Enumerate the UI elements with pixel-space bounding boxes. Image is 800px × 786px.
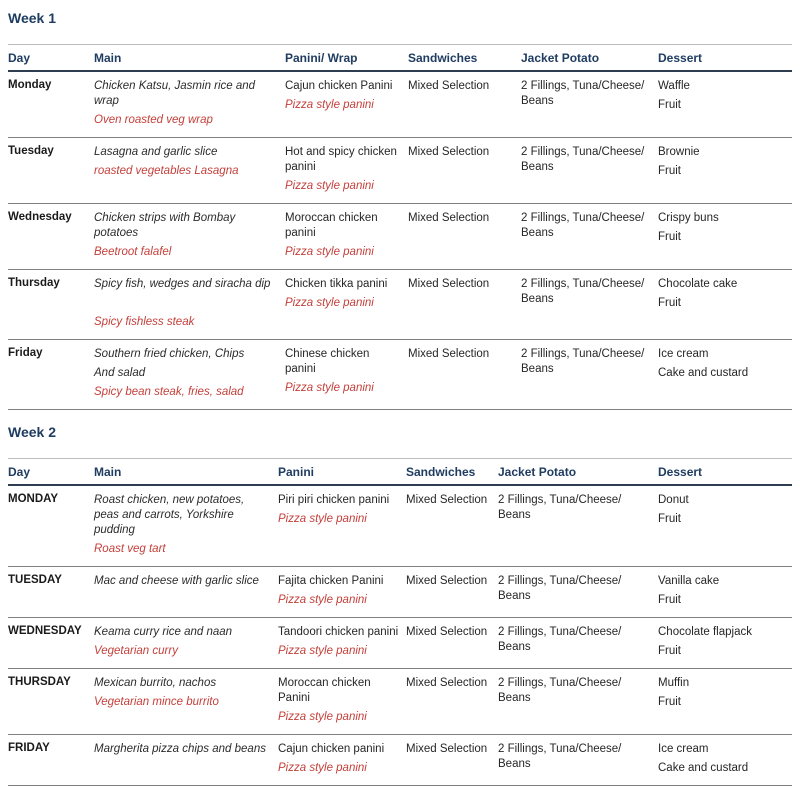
menu-text: Fruit (658, 645, 681, 657)
menu-text: Waffle (658, 80, 690, 92)
sandwiches-cell (406, 669, 498, 735)
menu-alt-text: Beetroot falafel (94, 246, 172, 258)
header-row (8, 459, 792, 486)
column-header-main: Main (94, 45, 285, 72)
menu-text: Lasagna and garlic slice (94, 146, 218, 158)
menu-text: 2 Fillings, Tuna/Cheese/ Beans (521, 348, 645, 375)
menu-row-wednesday (8, 204, 792, 270)
sandwiches-cell (408, 138, 521, 204)
week-title: Week 2 (8, 424, 56, 440)
column-header-day: Day (8, 459, 94, 486)
dessert-cell (658, 71, 792, 138)
column-header-jacket-potato: Jacket Potato (521, 45, 658, 72)
jacket-potato-cell (521, 71, 658, 138)
jacket-potato-cell (521, 270, 658, 340)
main-cell (94, 567, 278, 618)
dessert-cell (658, 618, 792, 669)
jacket-potato-cell (521, 138, 658, 204)
menu-text: 2 Fillings, Tuna/Cheese/ Beans (498, 575, 622, 602)
column-header-jacket-potato: Jacket Potato (498, 459, 658, 486)
menu-text: Fruit (658, 165, 681, 177)
menu-alt-text: Pizza style panini (278, 645, 367, 657)
menu-text: Mixed Selection (406, 575, 488, 587)
column-header-panini: Panini (278, 459, 406, 486)
day-cell: Tuesday (8, 138, 94, 204)
sandwiches-cell (406, 735, 498, 786)
menu-text: Chinese chicken panini (285, 348, 370, 375)
column-header-dessert: Dessert (658, 45, 792, 72)
main-cell (94, 71, 285, 138)
column-header-dessert: Dessert (658, 459, 792, 486)
sandwiches-cell (408, 340, 521, 410)
dessert-cell (658, 735, 792, 786)
menu-text: Mixed Selection (406, 743, 488, 755)
menu-alt-text: Pizza style panini (285, 246, 374, 258)
column-header-sandwiches: Sandwiches (406, 459, 498, 486)
menu-alt-text: roasted vegetables Lasagna (94, 165, 239, 177)
table-body (8, 71, 792, 410)
menu-text: Fruit (658, 99, 681, 111)
menu-alt-text: Pizza style panini (285, 382, 374, 394)
menu-text: 2 Fillings, Tuna/Cheese/ Beans (498, 626, 622, 653)
table-header (8, 459, 792, 486)
jacket-potato-cell (498, 618, 658, 669)
menu-row-thursday (8, 669, 792, 735)
menu-alt-text: Pizza style panini (278, 711, 367, 723)
menu-text: Moroccan chicken Panini (278, 677, 371, 704)
menu-text: Ice cream (658, 348, 709, 360)
week-title: Week 1 (8, 10, 56, 26)
main-cell (94, 735, 278, 786)
sandwiches-cell (406, 618, 498, 669)
sandwiches-cell (406, 567, 498, 618)
menu-text: Cajun chicken panini (278, 743, 385, 755)
menu-alt-text: Vegetarian mince burrito (94, 696, 219, 708)
menu-text: Hot and spicy chicken panini (285, 146, 397, 173)
menu-text: 2 Fillings, Tuna/Cheese/ Beans (521, 80, 645, 107)
menu-text: Mixed Selection (408, 80, 490, 92)
jacket-potato-cell (498, 485, 658, 567)
jacket-potato-cell (498, 669, 658, 735)
menu-alt-text: Oven roasted veg wrap (94, 114, 213, 126)
table-header (8, 45, 792, 72)
menu-text: Mixed Selection (408, 146, 490, 158)
menu-text: Fruit (658, 594, 681, 606)
menu-text: Vanilla cake (658, 575, 720, 587)
menu-text: 2 Fillings, Tuna/Cheese/ Beans (498, 743, 622, 770)
menu-row-tuesday (8, 567, 792, 618)
day-cell: TUESDAY (8, 567, 94, 618)
day-cell: Thursday (8, 270, 94, 340)
day-cell: THURSDAY (8, 669, 94, 735)
day-cell: WEDNESDAY (8, 618, 94, 669)
jacket-potato-cell (521, 204, 658, 270)
menu-text: Fruit (658, 696, 681, 708)
jacket-potato-cell (498, 735, 658, 786)
menu-alt-text: Pizza style panini (278, 762, 367, 774)
menu-text: Spicy fish, wedges and siracha dip (94, 278, 271, 290)
week-1-section (8, 10, 792, 410)
header-row (8, 45, 792, 72)
menu-alt-text: Vegetarian curry (94, 645, 178, 657)
menu-alt-text: Pizza style panini (278, 594, 367, 606)
menu-text: Chocolate cake (658, 278, 738, 290)
week-2-section (8, 424, 792, 786)
menu-alt-text: Pizza style panini (278, 513, 367, 525)
menu-text: 2 Fillings, Tuna/Cheese/ Beans (521, 278, 645, 305)
dessert-cell (658, 270, 792, 340)
panini-cell (278, 735, 406, 786)
menu-row-monday (8, 71, 792, 138)
panini-cell (285, 71, 408, 138)
menu-alt-text: Pizza style panini (285, 99, 374, 111)
menu-text: Roast chicken, new potatoes, peas and carrots, Yorkshire pudding (94, 494, 245, 536)
menu-text: Mexican burrito, nachos (94, 677, 217, 689)
menu-text: 2 Fillings, Tuna/Cheese/ Beans (521, 146, 645, 173)
panini-cell (278, 567, 406, 618)
menu-text: Southern fried chicken, Chips (94, 348, 245, 360)
table-body (8, 485, 792, 786)
menu-row-wednesday (8, 618, 792, 669)
menu-text: Mixed Selection (406, 626, 488, 638)
sandwiches-cell (408, 204, 521, 270)
dessert-cell (658, 485, 792, 567)
menu-alt-text: Roast veg tart (94, 543, 166, 555)
panini-cell (278, 618, 406, 669)
main-cell (94, 669, 278, 735)
day-cell: MONDAY (8, 485, 94, 567)
menu-row-monday (8, 485, 792, 567)
sandwiches-cell (408, 71, 521, 138)
menu-text: Tandoori chicken panini (278, 626, 399, 638)
menu-text: Chicken Katsu, Jasmin rice and wrap (94, 80, 256, 107)
menu-alt-text: Pizza style panini (285, 180, 374, 192)
day-cell: FRIDAY (8, 735, 94, 786)
panini-cell (278, 485, 406, 567)
menu-text: Cajun chicken Panini (285, 80, 393, 92)
menu-text: Chicken tikka panini (285, 278, 388, 290)
main-cell (94, 618, 278, 669)
menu-text (94, 296, 279, 311)
jacket-potato-cell (498, 567, 658, 618)
menu-text: 2 Fillings, Tuna/Cheese/ Beans (498, 677, 622, 704)
menu-alt-text: Spicy bean steak, fries, salad (94, 386, 244, 398)
menu-row-friday (8, 735, 792, 786)
menu-text: 2 Fillings, Tuna/Cheese/ Beans (498, 494, 622, 521)
panini-cell (278, 669, 406, 735)
menu-text: Chicken strips with Bombay potatoes (94, 212, 236, 239)
menu-text: Mixed Selection (406, 494, 488, 506)
menu-text: Ice cream (658, 743, 709, 755)
menu-text: Piri piri chicken panini (278, 494, 390, 506)
column-header-sandwiches: Sandwiches (408, 45, 521, 72)
jacket-potato-cell (521, 340, 658, 410)
menu-row-thursday (8, 270, 792, 340)
menu-text: Mixed Selection (406, 677, 488, 689)
menu-text: Chocolate flapjack (658, 626, 752, 638)
menu-row-tuesday (8, 138, 792, 204)
menu-table-week-2 (8, 458, 792, 786)
menu-text: Fruit (658, 231, 681, 243)
menu-text: Fruit (658, 297, 681, 309)
menu-text: Crispy buns (658, 212, 719, 224)
day-cell: Monday (8, 71, 94, 138)
menu-row-friday (8, 340, 792, 410)
panini-cell (285, 270, 408, 340)
dessert-cell (658, 204, 792, 270)
menu-alt-text: Spicy fishless steak (94, 316, 195, 328)
day-cell: Friday (8, 340, 94, 410)
menu-text: Keama curry rice and naan (94, 626, 233, 638)
menu-text: Mixed Selection (408, 212, 490, 224)
column-header-main: Main (94, 459, 278, 486)
menu-text: Donut (658, 494, 689, 506)
panini-cell (285, 204, 408, 270)
main-cell (94, 340, 285, 410)
menu-text: Margherita pizza chips and beans (94, 743, 266, 755)
dessert-cell (658, 567, 792, 618)
menu-text: And salad (94, 367, 146, 379)
panini-cell (285, 340, 408, 410)
day-cell: Wednesday (8, 204, 94, 270)
menu-text: 2 Fillings, Tuna/Cheese/ Beans (521, 212, 645, 239)
main-cell (94, 270, 285, 340)
dessert-cell (658, 669, 792, 735)
dessert-cell (658, 340, 792, 410)
column-header-panini: Panini/ Wrap (285, 45, 408, 72)
sandwiches-cell (408, 270, 521, 340)
menu-text: Fruit (658, 513, 681, 525)
main-cell (94, 138, 285, 204)
menu-table-week-1 (8, 44, 792, 410)
menu-text: Fajita chicken Panini (278, 575, 384, 587)
menu-text: Mixed Selection (408, 348, 490, 360)
menu-text: Mixed Selection (408, 278, 490, 290)
menu-text: Moroccan chicken panini (285, 212, 378, 239)
sandwiches-cell (406, 485, 498, 567)
dessert-cell (658, 138, 792, 204)
menu-alt-text: Pizza style panini (285, 297, 374, 309)
menu-text: Cake and custard (658, 762, 749, 774)
main-cell (94, 204, 285, 270)
menu-text: Cake and custard (658, 367, 749, 379)
menu-text: Brownie (658, 146, 700, 158)
menu-text: Muffin (658, 677, 690, 689)
menu-text: Mac and cheese with garlic slice (94, 575, 259, 587)
column-header-day: Day (8, 45, 94, 72)
panini-cell (285, 138, 408, 204)
main-cell (94, 485, 278, 567)
